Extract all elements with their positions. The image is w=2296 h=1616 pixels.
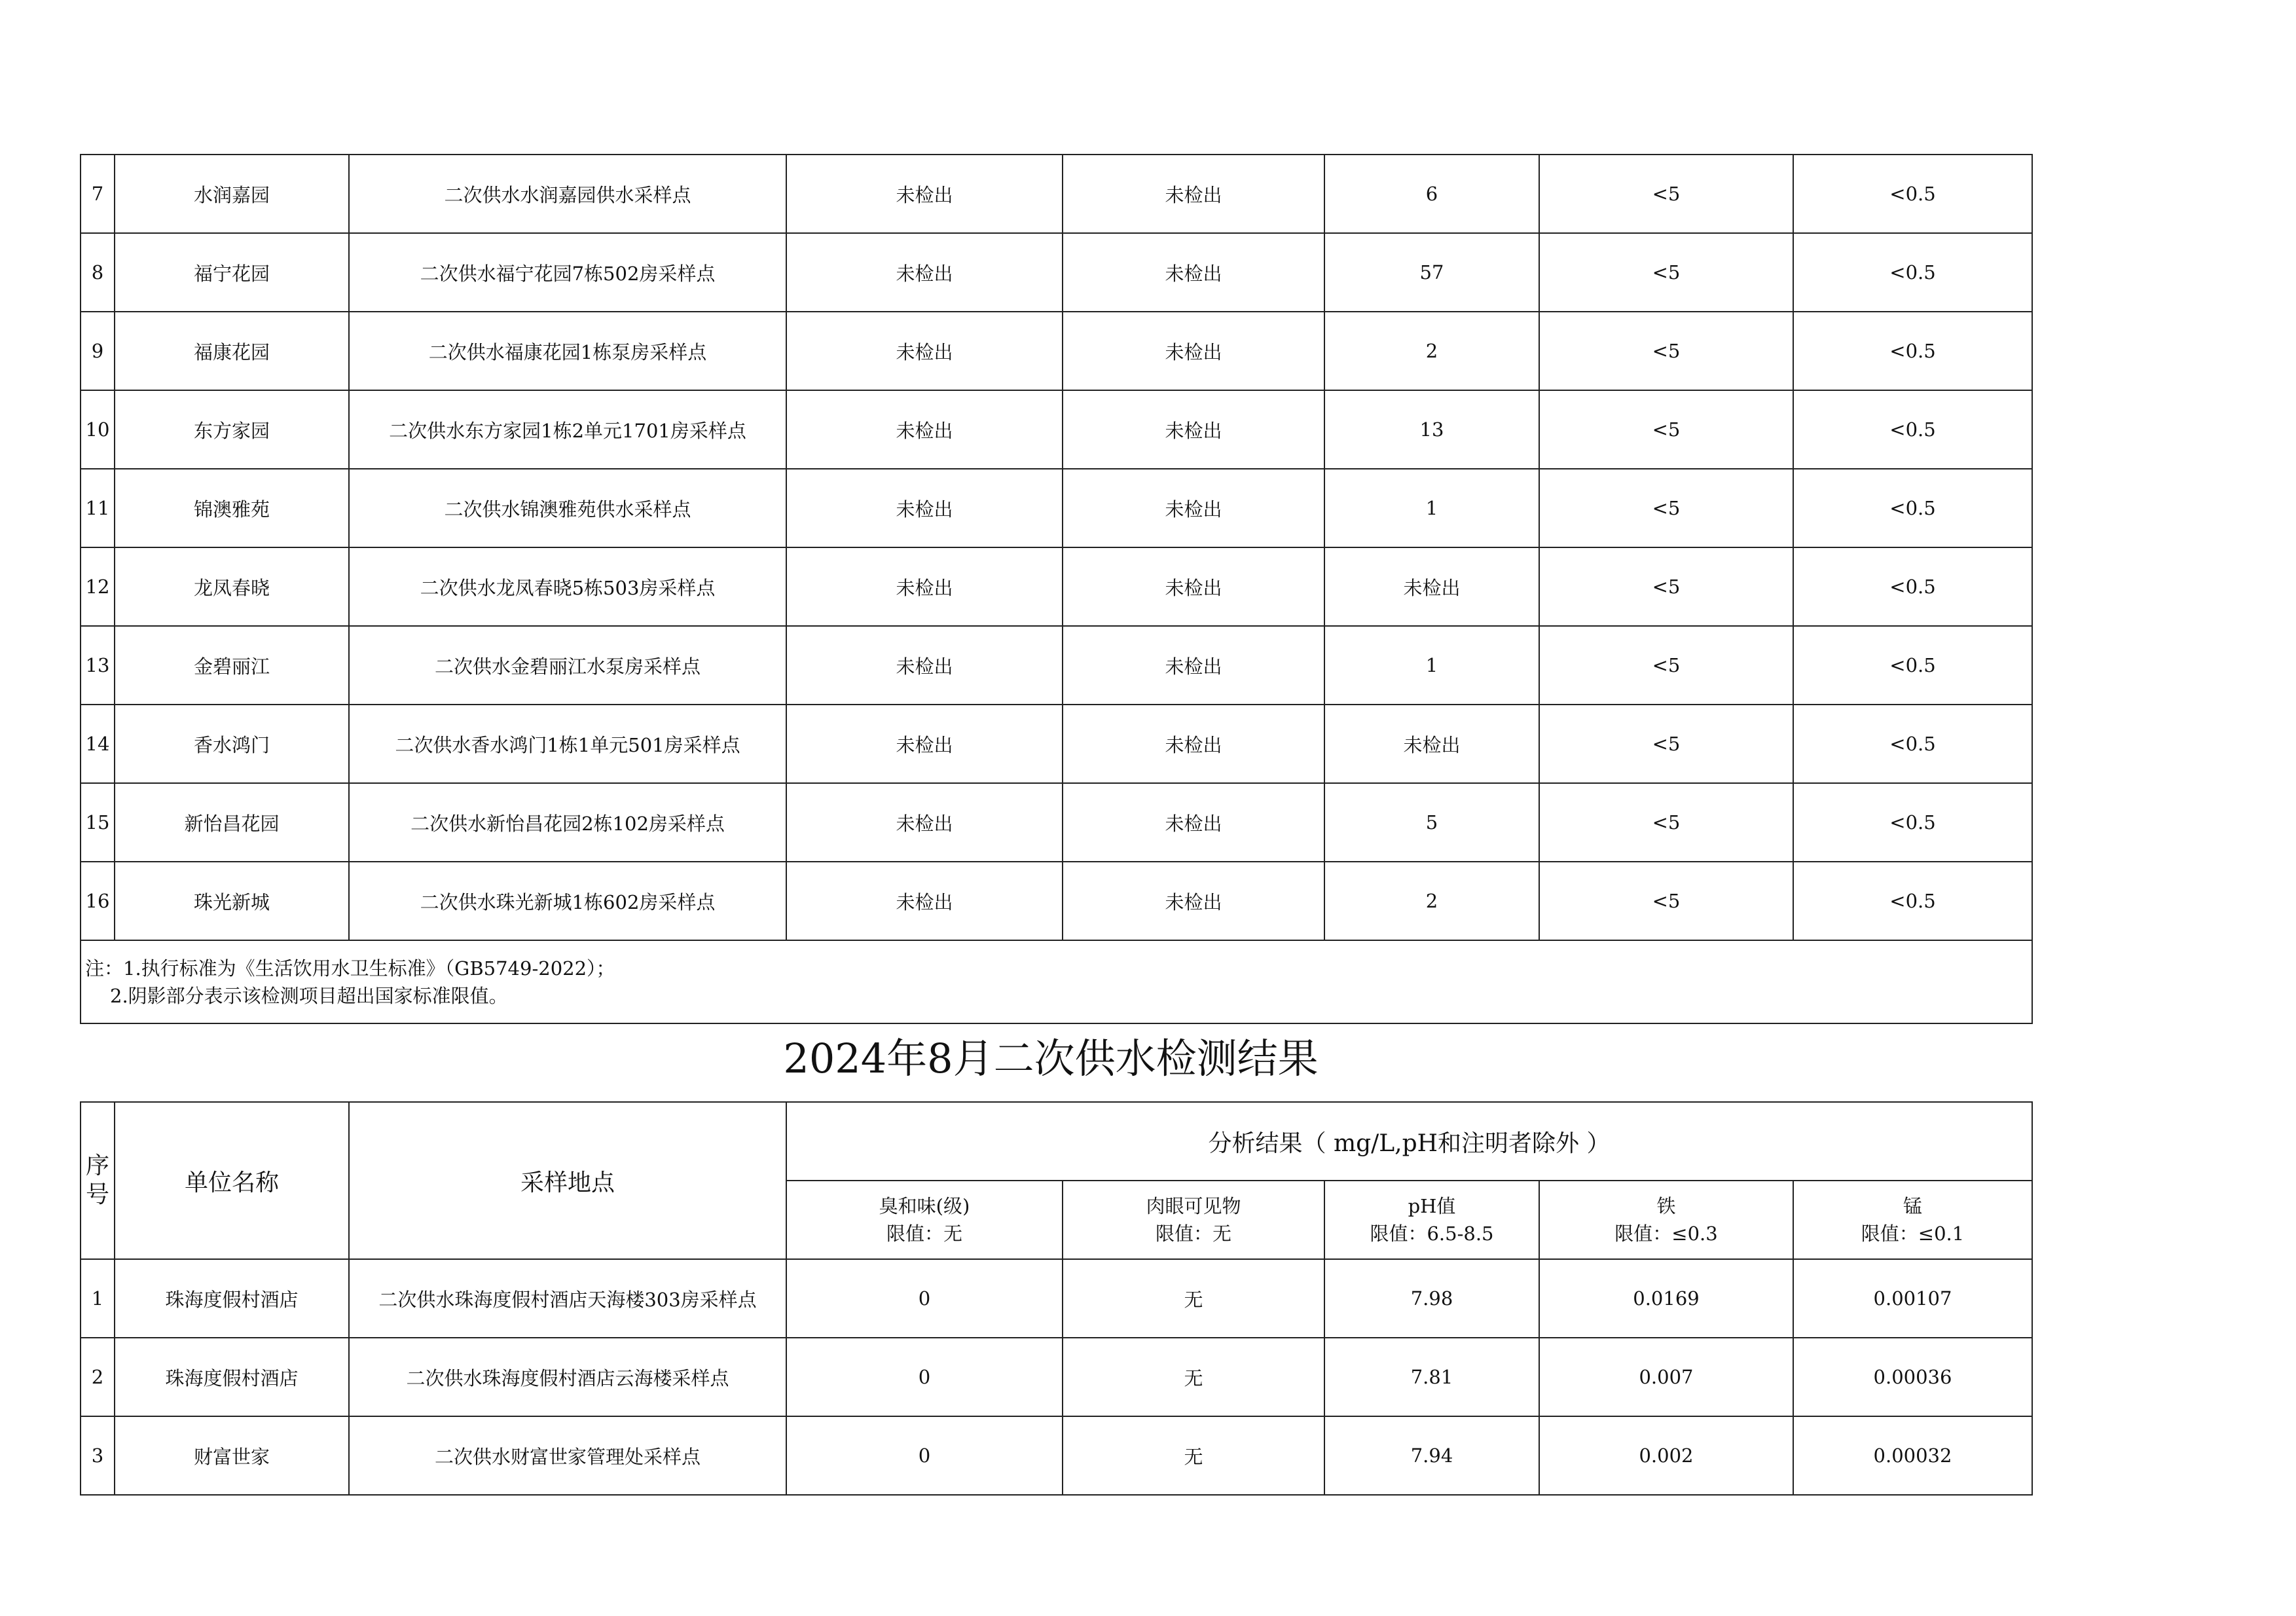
column-name: 臭和味(级) — [879, 1195, 970, 1217]
value-cell: 0 — [786, 1259, 1063, 1338]
value-cell: <0.5 — [1793, 233, 2032, 312]
table-row — [81, 469, 2032, 547]
value-cell: 7.94 — [1324, 1416, 1539, 1495]
unit-cell: 珠光新城 — [115, 862, 349, 940]
column-limit: 限值：6.5-8.5 — [1370, 1222, 1494, 1245]
column-limit: 限值：无 — [1155, 1222, 1231, 1245]
header-row-1 — [81, 1102, 2032, 1181]
value-cell: <5 — [1539, 155, 1793, 233]
value-cell: 未检出 — [1063, 390, 1324, 469]
value-cell: 7.98 — [1324, 1259, 1539, 1338]
value-cell: 未检出 — [786, 862, 1063, 940]
unit-cell: 珠海度假村酒店 — [115, 1259, 349, 1338]
seq-cell: 15 — [81, 783, 115, 862]
unit-cell: 东方家园 — [115, 390, 349, 469]
value-cell: 未检出 — [786, 155, 1063, 233]
value-cell: 未检出 — [786, 390, 1063, 469]
site-cell: 二次供水珠海度假村酒店云海楼采样点 — [349, 1338, 786, 1416]
unit-header: 单位名称 — [115, 1102, 349, 1259]
value-cell: 未检出 — [1324, 705, 1539, 783]
table-row — [81, 390, 2032, 469]
value-cell: 0 — [786, 1416, 1063, 1495]
site-cell: 二次供水珠海度假村酒店天海楼303房采样点 — [349, 1259, 786, 1338]
table-row — [81, 783, 2032, 862]
value-cell: 6 — [1324, 155, 1539, 233]
value-cell: 5 — [1324, 783, 1539, 862]
value-cell: 0.00036 — [1793, 1338, 2032, 1416]
value-cell: 0.00107 — [1793, 1259, 2032, 1338]
unit-cell: 福康花园 — [115, 312, 349, 390]
value-cell: 未检出 — [1063, 233, 1324, 312]
analysis-header: 分析结果（ mg/L,pH和注明者除外 ） — [786, 1102, 2032, 1181]
value-cell: <5 — [1539, 626, 1793, 705]
column-name: 肉眼可见物 — [1146, 1195, 1241, 1217]
top-table-body — [81, 155, 2032, 1023]
value-cell: 无 — [1063, 1416, 1324, 1495]
value-cell: 0.007 — [1539, 1338, 1793, 1416]
table-row — [81, 312, 2032, 390]
value-cell: <0.5 — [1793, 783, 2032, 862]
site-cell: 二次供水水润嘉园供水采样点 — [349, 155, 786, 233]
site-cell: 二次供水东方家园1栋2单元1701房采样点 — [349, 390, 786, 469]
site-cell: 二次供水珠光新城1栋602房采样点 — [349, 862, 786, 940]
column-header-ph — [1324, 1181, 1539, 1259]
value-cell: <5 — [1539, 783, 1793, 862]
column-name: 锰 — [1903, 1195, 1922, 1217]
value-cell: 1 — [1324, 469, 1539, 547]
note-shading: 2.阴影部分表示该检测项目超出国家标准限值。 — [110, 984, 508, 1007]
value-cell: <0.5 — [1793, 626, 2032, 705]
value-cell: 2 — [1324, 862, 1539, 940]
table-row — [81, 155, 2032, 233]
column-header-visible-matter — [1063, 1181, 1324, 1259]
note-standard: 注：1.执行标准为《生活饮用水卫生标准》（GB5749-2022）； — [85, 957, 615, 980]
value-cell: <5 — [1539, 312, 1793, 390]
value-cell: <0.5 — [1793, 469, 2032, 547]
column-name: pH值 — [1408, 1195, 1456, 1217]
column-limit: 限值：无 — [886, 1222, 962, 1245]
value-cell: 0.0169 — [1539, 1259, 1793, 1338]
table-row — [81, 862, 2032, 940]
unit-cell: 新怡昌花园 — [115, 783, 349, 862]
value-cell: 57 — [1324, 233, 1539, 312]
value-cell: 未检出 — [786, 705, 1063, 783]
site-cell: 二次供水锦澳雅苑供水采样点 — [349, 469, 786, 547]
value-cell: <5 — [1539, 862, 1793, 940]
value-cell: 2 — [1324, 312, 1539, 390]
value-cell: <0.5 — [1793, 312, 2032, 390]
table-row — [81, 1416, 2032, 1495]
column-header-iron — [1539, 1181, 1793, 1259]
site-cell: 二次供水福宁花园7栋502房采样点 — [349, 233, 786, 312]
seq-cell: 8 — [81, 233, 115, 312]
unit-cell: 水润嘉园 — [115, 155, 349, 233]
site-cell: 二次供水金碧丽江水泵房采样点 — [349, 626, 786, 705]
value-cell: <5 — [1539, 705, 1793, 783]
table-row — [81, 547, 2032, 626]
table-row — [81, 705, 2032, 783]
table-row — [81, 626, 2032, 705]
value-cell: 未检出 — [1063, 705, 1324, 783]
unit-cell: 锦澳雅苑 — [115, 469, 349, 547]
value-cell: 0.00032 — [1793, 1416, 2032, 1495]
seq-cell: 16 — [81, 862, 115, 940]
value-cell: 未检出 — [1063, 862, 1324, 940]
value-cell: 未检出 — [1063, 783, 1324, 862]
seq-cell: 12 — [81, 547, 115, 626]
seq-cell: 7 — [81, 155, 115, 233]
results-table-continued — [80, 154, 2033, 1024]
value-cell: <0.5 — [1793, 390, 2032, 469]
value-cell: 1 — [1324, 626, 1539, 705]
value-cell: <5 — [1539, 547, 1793, 626]
value-cell: 13 — [1324, 390, 1539, 469]
seq-cell: 13 — [81, 626, 115, 705]
value-cell: 未检出 — [1063, 547, 1324, 626]
seq-cell: 9 — [81, 312, 115, 390]
value-cell: 0.002 — [1539, 1416, 1793, 1495]
value-cell: <0.5 — [1793, 705, 2032, 783]
value-cell: <5 — [1539, 233, 1793, 312]
unit-cell: 福宁花园 — [115, 233, 349, 312]
value-cell: <5 — [1539, 469, 1793, 547]
value-cell: 未检出 — [786, 626, 1063, 705]
seq-cell: 2 — [81, 1338, 115, 1416]
seq-cell: 14 — [81, 705, 115, 783]
column-name: 铁 — [1656, 1195, 1676, 1217]
seq-cell: 1 — [81, 1259, 115, 1338]
site-cell: 二次供水龙凤春晓5栋503房采样点 — [349, 547, 786, 626]
value-cell: 未检出 — [786, 783, 1063, 862]
value-cell: 未检出 — [1063, 312, 1324, 390]
unit-cell: 财富世家 — [115, 1416, 349, 1495]
seq-cell: 10 — [81, 390, 115, 469]
seq-header: 序号 — [81, 1102, 115, 1259]
value-cell: 未检出 — [1063, 626, 1324, 705]
unit-cell: 龙凤春晓 — [115, 547, 349, 626]
unit-cell: 金碧丽江 — [115, 626, 349, 705]
site-cell: 二次供水新怡昌花园2栋102房采样点 — [349, 783, 786, 862]
unit-cell: 珠海度假村酒店 — [115, 1338, 349, 1416]
value-cell: 未检出 — [1063, 469, 1324, 547]
value-cell: <0.5 — [1793, 862, 2032, 940]
site-cell: 二次供水财富世家管理处采样点 — [349, 1416, 786, 1495]
value-cell: 0 — [786, 1338, 1063, 1416]
seq-cell: 3 — [81, 1416, 115, 1495]
bottom-table-body — [81, 1102, 2032, 1495]
value-cell: 未检出 — [1324, 547, 1539, 626]
column-header-odor — [786, 1181, 1063, 1259]
value-cell: 7.81 — [1324, 1338, 1539, 1416]
value-cell: 无 — [1063, 1259, 1324, 1338]
site-cell: 二次供水福康花园1栋泵房采样点 — [349, 312, 786, 390]
column-limit: 限值：≤0.1 — [1861, 1222, 1965, 1245]
value-cell: 未检出 — [786, 312, 1063, 390]
value-cell: 未检出 — [786, 547, 1063, 626]
seq-cell: 11 — [81, 469, 115, 547]
site-header: 采样地点 — [349, 1102, 786, 1259]
results-table-august-2024 — [80, 1101, 2033, 1496]
value-cell: 未检出 — [1063, 155, 1324, 233]
value-cell: 未检出 — [786, 233, 1063, 312]
page-title: 2024年8月二次供水检测结果 — [783, 1035, 1319, 1082]
notes-row — [81, 940, 2032, 1023]
table-row — [81, 1338, 2032, 1416]
site-cell: 二次供水香水鸿门1栋1单元501房采样点 — [349, 705, 786, 783]
value-cell: <5 — [1539, 390, 1793, 469]
table-row — [81, 1259, 2032, 1338]
notes-cell — [81, 940, 2032, 1023]
column-limit: 限值：≤0.3 — [1614, 1222, 1718, 1245]
value-cell: <0.5 — [1793, 155, 2032, 233]
value-cell: <0.5 — [1793, 547, 2032, 626]
value-cell: 未检出 — [786, 469, 1063, 547]
column-header-manganese — [1793, 1181, 2032, 1259]
unit-cell: 香水鸿门 — [115, 705, 349, 783]
table-row — [81, 233, 2032, 312]
value-cell: 无 — [1063, 1338, 1324, 1416]
